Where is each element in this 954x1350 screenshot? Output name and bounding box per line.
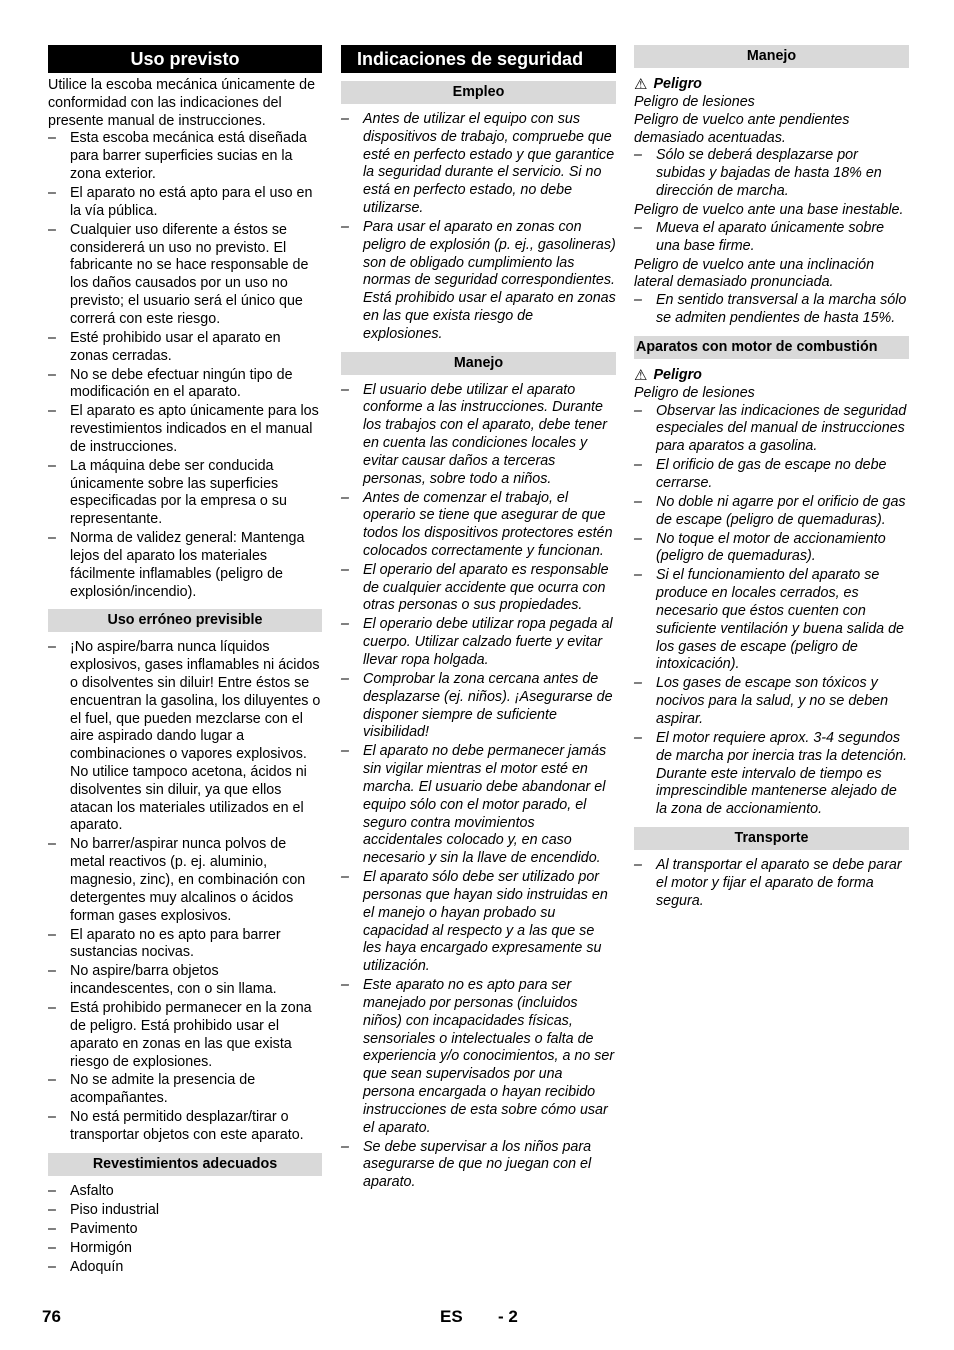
list-item: – El aparato no es apto para barrer sustancias nocivas.	[48, 927, 322, 963]
list-item: – Pavimento	[48, 1221, 322, 1239]
list-item: – El aparato es apto únicamente para los revestimientos indicados en el manual de instrucciones.	[48, 403, 322, 456]
subsection-title-manejo: Manejo	[634, 45, 909, 68]
tip-slope-list	[634, 147, 909, 200]
transport-list	[634, 857, 909, 910]
list-item: – Hormigón	[48, 1240, 322, 1258]
list-item: – Adoquín	[48, 1259, 322, 1277]
column-uso-previsto	[48, 45, 322, 1278]
section-title-indicaciones-seguridad: Indicaciones de seguridad	[341, 45, 616, 73]
list-item: – El orificio de gas de escape no debe cerrarse.	[634, 457, 909, 493]
handling-list	[341, 382, 616, 1192]
list-item: – Norma de validez general: Mantenga lejos del aparato los materiales fácilmente inflamables (peligro de explosión/incendio).	[48, 530, 322, 601]
list-item: – El usuario debe utilizar el aparato conforme a las instrucciones. Durante los trabajos con el aparato, debe tener en cuenta las condiciones locales y evitar causar daños a terceras personas, sobre todo a niños.	[341, 382, 616, 489]
list-item: – No aspire/barra objetos incandescentes, con o sin llama.	[48, 963, 322, 999]
subsection-title-manejo: Manejo	[341, 352, 616, 375]
tip-slope-warning: Peligro de vuelco ante pendientes demasiado acentuadas.	[634, 111, 850, 146]
subsection-title-transporte: Transporte	[634, 827, 909, 850]
subsection-title-uso-erroneo: Uso erróneo previsible	[48, 609, 322, 632]
warning-triangle-icon: ⚠	[634, 76, 648, 93]
list-item: – En sentido transversal a la marcha sólo se admiten pendientes de hasta 15%.	[634, 292, 909, 328]
list-item: – Mueva el aparato únicamente sobre una base firme.	[634, 220, 909, 256]
list-item: – Esta escoba mecánica está diseñada para barrer superficies sucias en la zona exterior.	[48, 130, 322, 183]
column-manejo	[634, 45, 909, 912]
list-item: – Los gases de escape son tóxicos y nocivos para la salud, y no se deben aspirar.	[634, 675, 909, 728]
intro-paragraph: Utilice la escoba mecánica únicamente de conformidad con las indicaciones del presente manual de instrucciones.	[48, 77, 316, 129]
injury-warning: Peligro de lesiones	[634, 94, 755, 110]
list-item: – El motor requiere aprox. 3-4 segundos de marcha por inercia tras la detención. Durante este intervalo de tiempo es imprescindible mantenerse alejado de la zona de accionamiento.	[634, 730, 909, 819]
column-indicaciones-seguridad	[341, 45, 616, 1193]
list-item: – Piso industrial	[48, 1202, 322, 1220]
list-item: – Antes de utilizar el equipo con sus dispositivos de trabajo, compruebe que esté en perfecto estado y que garantice la seguridad durante el servicio. Si no está en perfecto estado, no debe utilizarse.	[341, 111, 616, 218]
subsection-title-combustion: Aparatos con motor de combustión	[634, 336, 909, 359]
injury-warning: Peligro de lesiones	[634, 384, 755, 401]
tip-base-warning: Peligro de vuelco ante una base inestable.	[634, 201, 904, 218]
list-item: – Al transportar el aparato se debe parar el motor y fijar el aparato de forma segura.	[634, 857, 909, 910]
list-item: – Cualquier uso diferente a éstos se considererá un uso no previsto. El fabricante no se hace responsable de los daños causados por un uso no previsto; el usuario será el único que correrá con este riesgo.	[48, 222, 322, 329]
list-item: – La máquina debe ser conducida únicamente sobre las superficies especificadas por la empresa o su representante.	[48, 458, 322, 529]
list-item: – El operario del aparato es responsable de cualquier accidente que ocurra con otras personas o sus propiedades.	[341, 562, 616, 615]
list-item: – El aparato no está apto para el uso en la vía pública.	[48, 185, 322, 221]
misuse-list	[48, 639, 322, 1144]
list-item: – Está prohibido permanecer en la zona de peligro. Está prohibido usar el aparato en zonas en las que exista riesgo de explosiones.	[48, 1000, 322, 1071]
list-item: – No se admite la presencia de acompañantes.	[48, 1072, 322, 1108]
list-item: – Se debe supervisar a los niños para asegurarse de que no juegan con el aparato.	[341, 1139, 616, 1192]
list-item: – No toque el motor de accionamiento (peligro de quemaduras).	[634, 531, 909, 567]
danger-label: Peligro	[653, 76, 702, 92]
list-item: – Si el funcionamiento del aparato se produce en locales cerrados, es necesario que éstos cuenten con suficiente ventilación y buena salida de los gases de escape (peligro de intoxicación).	[634, 567, 909, 674]
list-item: – El aparato sólo debe ser utilizado por personas que hayan sido instruidas en el manejo o hayan probado su capacidad al respecto y a las que se les haya encargado expresamente su utilización.	[341, 869, 616, 976]
list-item: – ¡No aspire/barra nunca líquidos explosivos, gases inflamables ni ácidos o disolventes sin diluir! Entre éstos se encuentran la gasolina, los diluyentes o el fuel, que pueden mezclarse con el aire aspirado dando lugar a combinaciones o vapores explosivos. No utilice tampoco acetona, ácidos ni disolventes sin diluir, ya que ellos atacan los materiales utilizados en el aparato.	[48, 639, 322, 835]
tip-base-list	[634, 220, 909, 256]
use-list	[341, 111, 616, 344]
list-item: – Para usar el aparato en zonas con peligro de explosión (p. ej., gasolineras) son de obligado cumplimiento las normas de seguridad correspondientes. Está prohibido usar el aparato en zonas en las que exista riesgo de explosiones.	[341, 219, 616, 344]
list-item: – Esté prohibido usar el aparato en zonas cerradas.	[48, 330, 322, 366]
combustion-list	[634, 403, 909, 819]
list-item: – Asfalto	[48, 1183, 322, 1201]
danger-heading	[634, 75, 909, 94]
danger-label: Peligro	[653, 366, 702, 383]
tip-lateral-warning: Peligro de vuelco ante una inclinación lateral demasiado pronunciada.	[634, 256, 875, 291]
section-title-uso-previsto: Uso previsto	[48, 45, 322, 73]
subsection-title-empleo: Empleo	[341, 81, 616, 104]
surfaces-list	[48, 1183, 322, 1277]
tip-lateral-list	[634, 292, 909, 328]
language-code: ES	[440, 1307, 463, 1326]
section-number: - 2	[498, 1307, 518, 1326]
subsection-title-revestimientos: Revestimientos adecuados	[48, 1153, 322, 1176]
list-item: – Comprobar la zona cercana antes de desplazarse (ej. niños). ¡Asegurarse de disponer siempre de suficiente visibilidad!	[341, 671, 616, 742]
list-item: – Sólo se deberá desplazarse por subidas y bajadas de hasta 18% en dirección de marcha.	[634, 147, 909, 200]
list-item: – No está permitido desplazar/tirar o transportar objetos con este aparato.	[48, 1109, 322, 1145]
list-item: – No barrer/aspirar nunca polvos de metal reactivos (p. ej. aluminio, magnesio, zinc), en combinación con detergentes muy alcalinos o ácidos forman gases explosivos.	[48, 836, 322, 925]
intended-use-list	[48, 130, 322, 601]
list-item: – El operario debe utilizar ropa pegada al cuerpo. Utilizar calzado fuerte y evitar llevar ropa holgada.	[341, 616, 616, 669]
page-number: 76	[42, 1307, 61, 1326]
list-item: – No se debe efectuar ningún tipo de modificación en el aparato.	[48, 367, 322, 403]
list-item: – El aparato no debe permanecer jamás sin vigilar mientras el motor esté en marcha. El usuario debe abandonar el equipo sólo con el motor parado, el seguro contra movimientos accidentales colocado y, en caso necesario y sin la llave de encendido.	[341, 743, 616, 868]
list-item: – Observar las indicaciones de seguridad especiales del manual de instrucciones para aparatos a gasolina.	[634, 403, 909, 456]
list-item: – No doble ni agarre por el orificio de gas de escape (peligro de quemaduras).	[634, 494, 909, 530]
danger-heading	[634, 366, 909, 385]
list-item: – Este aparato no es apto para ser manejado por personas (incluidos niños) con incapacidades físicas, sensoriales o intelectuales o falta de experiencia y/o conocimientos, a no ser que sean supervisados por una persona encargada o hayan recibido instrucciones de esta sobre cómo usar el aparato.	[341, 977, 616, 1137]
list-item: – Antes de comenzar el trabajo, el operario se tiene que asegurar de que todos los dispositivos protectores estén colocados correctamente y funcionan.	[341, 490, 616, 561]
warning-triangle-icon: ⚠	[634, 366, 648, 384]
